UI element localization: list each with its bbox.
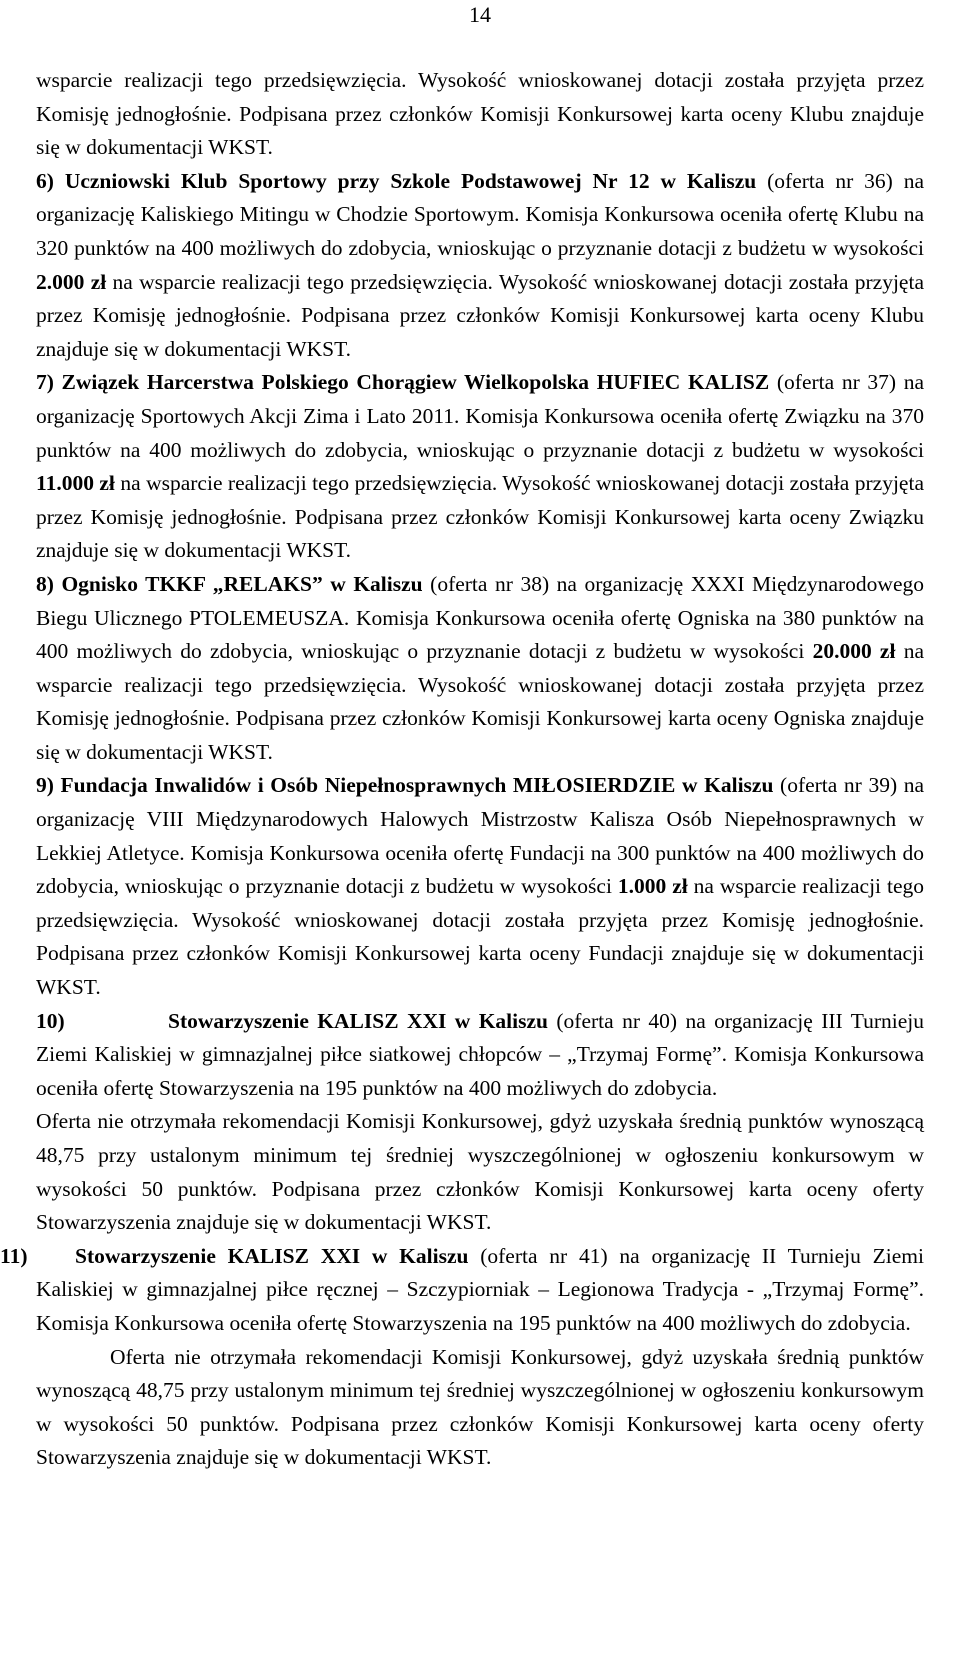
item11-text-1: (oferta nr 41) na organizację II Turnieju Ziemi Kaliskiej w gimnazjalnej piłce ręcznej – Szczypiorniak – Legionowa Tradycja - „Trzymaj Formę”. Komisja Konkursowa oceniła ofertę Stowarzyszenia na 195 punktów na 400 możliwych do zdobycia. <box>36 1243 924 1335</box>
paragraph-item10-conclusion <box>36 1105 924 1239</box>
paragraph-item8 <box>36 568 924 770</box>
item11-text-2: Oferta nie otrzymała rekomendacji Komisji Konkursowej, gdyż uzyskała średnią punktów wynoszącą 48,75 przy ustalonym minimum tej średniej wyszczególnionej w ogłoszeniu konkursowym w wysokości 50 punktów. Podpisana przez członków Komisji Konkursowej karta oceny oferty Stowarzyszenia znajduje się w dokumentacji WKST. <box>36 1344 924 1470</box>
item6-amount: 2.000 zł <box>36 269 107 294</box>
item7-organization: 7) Związek Harcerstwa Polskiego Chorągiew Wielkopolska HUFIEC KALISZ <box>36 370 770 395</box>
item10-text-1: (oferta nr 40) na organizację III Turnieju Ziemi Kaliskiej w gimnazjalnej piłce siatkowej chłopców – „Trzymaj Formę”. Komisja Konkursowa oceniła ofertę Stowarzyszenia na 195 punktów na 400 możliwych do zdobycia. <box>36 1008 924 1100</box>
item7-text-1: (oferta nr 37) na organizację Sportowych Akcji Zima i Lato 2011. Komisja Konkursowa oceniła ofertę Związku na 370 punktów na 400 możliwych do zdobycia, wnioskując o przyznanie dotacji z budżetu w wysokości <box>36 370 924 462</box>
item9-text-2: na wsparcie realizacji tego przedsięwzięcia. Wysokość wnioskowanej dotacji została przyjęta przez Komisję jednogłośnie. Podpisana przez członków Komisji Konkursowej karta oceny Fundacji znajduje się w dokumentacji WKST. <box>36 874 924 1000</box>
item8-amount: 20.000 zł <box>812 639 896 664</box>
paragraph-item6 <box>36 165 924 367</box>
item10-text-2: Oferta nie otrzymała rekomendacji Komisji Konkursowej, gdyż uzyskała średnią punktów wynoszącą 48,75 przy ustalonym minimum tej średniej wyszczególnionej w ogłoszeniu konkursowym w wysokości 50 punktów. Podpisana przez członków Komisji Konkursowej karta oceny oferty Stowarzyszenia znajduje się w dokumentacji WKST. <box>36 1109 924 1235</box>
item8-organization: 8) Ognisko TKKF „RELAKS” w Kaliszu <box>36 571 423 596</box>
paragraph-item5-end <box>36 64 924 165</box>
document-body <box>0 64 925 1475</box>
paragraph-item9 <box>36 769 924 1004</box>
item8-text-2: na wsparcie realizacji tego przedsięwzięcia. Wysokość wnioskowanej dotacji została przyjęta przez Komisję jednogłośnie. Podpisana przez członków Komisji Konkursowej karta oceny Ogniska znajduje się w dokumentacji WKST. <box>36 639 924 764</box>
item10-organization: Stowarzyszenie KALISZ XXI w Kaliszu <box>168 1008 548 1033</box>
item10-number: 10) <box>36 1008 65 1033</box>
paragraph-item7 <box>36 366 924 568</box>
item11-organization: Stowarzyszenie KALISZ XXI w Kaliszu <box>75 1243 469 1268</box>
item7-text-2: na wsparcie realizacji tego przedsięwzięcia. Wysokość wnioskowanej dotacji została przyjęta przez Komisję jednogłośnie. Podpisana przez członków Komisji Konkursowej karta oceny Związku znajduje się w dokumentacji WKST. <box>36 471 924 563</box>
item9-organization: 9) Fundacja Inwalidów i Osób Niepełnosprawnych MIŁOSIERDZIE w Kaliszu <box>36 773 774 798</box>
item6-organization: 6) Uczniowski Klub Sportowy przy Szkole Podstawowej Nr 12 w Kaliszu <box>36 168 757 193</box>
item9-amount: 1.000 zł <box>617 874 688 899</box>
paragraph-item11-conclusion <box>36 1341 924 1475</box>
item5-continuation-text: wsparcie realizacji tego przedsięwzięcia. Wysokość wnioskowanej dotacji została przyjęta przez Komisję jednogłośnie. Podpisana przez członków Komisji Konkursowej karta oceny Klubu znajduje się w dokumentacji WKST. <box>36 68 924 160</box>
paragraph-item10 <box>36 1005 924 1106</box>
item6-text-2: na wsparcie realizacji tego przedsięwzięcia. Wysokość wnioskowanej dotacji została przyjęta przez Komisję jednogłośnie. Podpisana przez członków Komisji Konkursowej karta oceny Klubu znajduje się w dokumentacji WKST. <box>36 269 924 361</box>
paragraph-item11 <box>0 1240 924 1341</box>
item7-amount: 11.000 zł <box>36 471 115 496</box>
item6-text-1: (oferta nr 36) na organizację Kaliskiego Mitingu w Chodzie Sportowym. Komisja Konkursowa oceniła ofertę Klubu na 320 punktów na 400 możliwych do zdobycia, wnioskując o przyznanie dotacji z budżetu w wysokości <box>36 168 924 260</box>
item11-number: 11) <box>0 1243 28 1268</box>
item9-text-1: (oferta nr 39) na organizację VIII Międzynarodowych Halowych Mistrzostw Kalisza Osób Niepełnosprawnych w Lekkiej Atletyce. Komisja Konkursowa oceniła ofertę Fundacji na 300 punktów na 400 możliwych do zdobycia, wnioskując o przyznanie dotacji z budżetu w wysokości <box>36 773 925 899</box>
item8-text-1: (oferta nr 38) na organizację XXXI Międzynarodowego Biegu Ulicznego PTOLEMEUSZA. Komisja Konkursowa oceniła ofertę Ogniska na 380 punktów na 400 możliwych do zdobycia, wnioskując o przyznanie dotacji z budżetu w wysokości <box>36 571 924 664</box>
page-number: 14 <box>469 2 491 27</box>
